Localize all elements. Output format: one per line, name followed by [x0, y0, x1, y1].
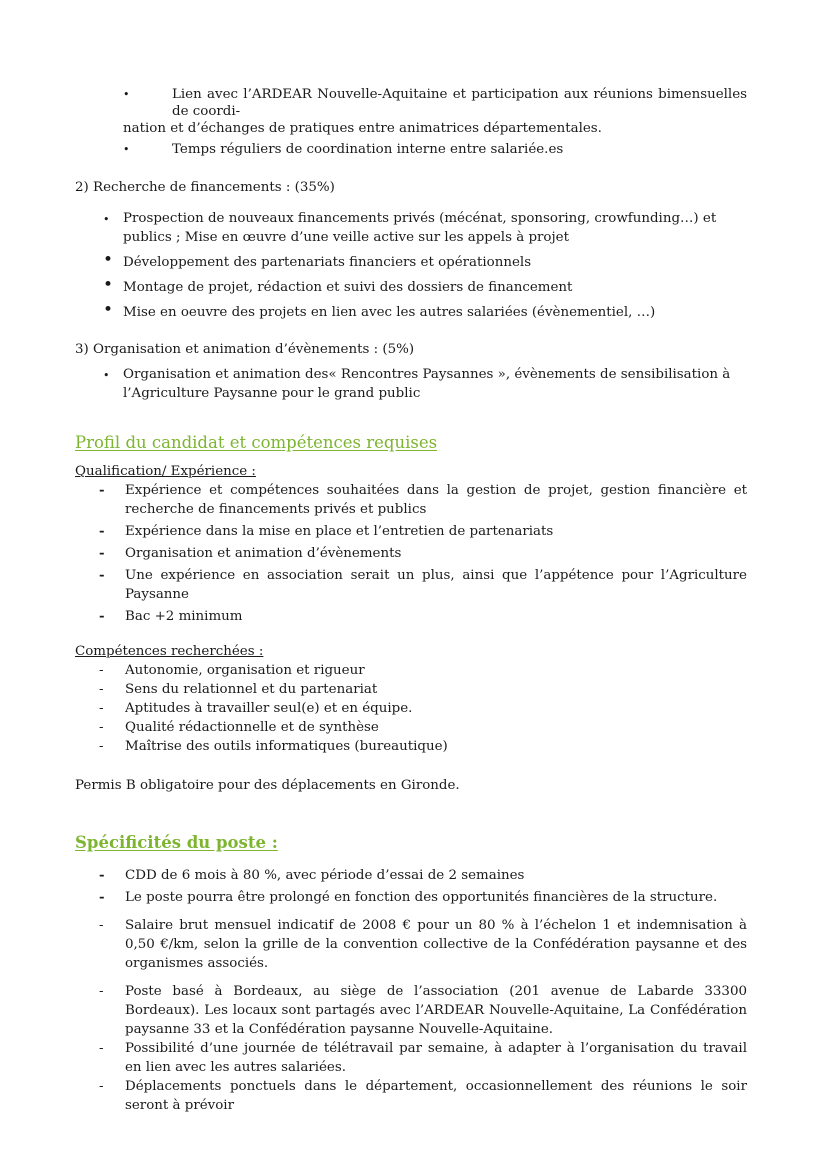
permis-text: Permis B obligatoire pour des déplacements en Gironde. — [75, 778, 460, 793]
dash-icon: - — [99, 567, 105, 583]
dash-icon: - — [99, 1079, 104, 1094]
top-bullet-list-2 — [75, 141, 747, 158]
dash-icon: - — [99, 867, 105, 883]
list-item: • Développement des partenariats financiers et opérationnels — [103, 250, 532, 270]
list-item: - Une expérience en association serait un plus, ainsi que l’appétence pour l’Agriculture Paysanne — [99, 567, 747, 602]
list-item: - Déplacements ponctuels dans le département, occasionnellement des réunions le soir seront à prévoir — [99, 1079, 747, 1113]
dash-icon: - — [99, 701, 104, 716]
list-item: - Expérience dans la mise en place et l’entretien de partenariats — [99, 523, 554, 539]
dash-icon: - — [99, 739, 104, 754]
evenements-list — [75, 365, 747, 403]
bullet-icon: • — [103, 213, 110, 226]
document-page — [75, 86, 747, 1115]
profil-heading: Profil du candidat et compétences requises — [75, 433, 438, 452]
bullet-icon: • — [103, 300, 114, 320]
bullet-icon: • — [103, 250, 114, 270]
competences-label: Compétences recherchées : — [75, 644, 264, 659]
bullet-icon: • — [103, 369, 110, 382]
dash-icon: - — [99, 1041, 104, 1056]
list-item: • Organisation et animation des« Rencontres Paysannes », évènements de sensibilisation à l’Agriculture Paysanne pour le grand public — [103, 367, 731, 401]
competences-list — [75, 661, 747, 756]
section-title-evenements: 3) Organisation et animation d’évènements : (5%) — [75, 342, 415, 357]
list-item: - Expérience et compétences souhaitées dans la gestion de projet, gestion financière et recherche de financements privés et publics — [99, 482, 747, 517]
bullet-icon: • — [103, 275, 114, 295]
dash-icon: - — [99, 918, 104, 933]
dash-icon: - — [99, 720, 104, 735]
list-item: - Qualité rédactionnelle et de synthèse — [99, 720, 379, 735]
dash-icon: - — [99, 984, 104, 999]
specificites-list — [75, 866, 747, 1115]
list-item: • Prospection de nouveaux financements privés (mécénat, sponsoring, crowfunding…) et publics ; Mise en œuvre d’une veille active sur les appels à projet — [103, 211, 717, 245]
list-item-continuation: nation et d’échanges de pratiques entre animatrices départementales. — [123, 121, 602, 136]
list-item: - Autonomie, organisation et rigueur — [99, 663, 365, 678]
list-item: - Sens du relationnel et du partenariat — [99, 682, 378, 697]
dash-icon: - — [99, 663, 104, 678]
list-item: - Organisation et animation d’évènements — [99, 545, 402, 561]
dash-icon: - — [99, 482, 105, 498]
list-item: • Montage de projet, rédaction et suivi des dossiers de financement — [103, 275, 573, 295]
qualification-list — [75, 481, 747, 626]
list-item: - Aptitudes à travailler seul(e) et en équipe. — [99, 701, 413, 716]
dash-icon: - — [99, 545, 105, 561]
dash-icon: - — [99, 889, 105, 905]
dash-icon: - — [99, 682, 104, 697]
list-item: - Bac +2 minimum — [99, 608, 243, 624]
specificites-heading: Spécificités du poste : — [75, 833, 278, 852]
list-item: • Lien avec l’ARDEAR Nouvelle-Aquitaine et participation aux réunions bimensuelles de coordi- — [123, 87, 747, 119]
dash-icon: - — [99, 608, 105, 624]
list-item: - Possibilité d’une journée de télétravail par semaine, à adapter à l’organisation du travail en lien avec les autres salariées. — [99, 1041, 747, 1075]
bullet-icon: • — [123, 88, 130, 101]
dash-icon: - — [99, 523, 105, 539]
list-item: - Salaire brut mensuel indicatif de 2008 € pour un 80 % à l’échelon 1 et indemnisation à 0,50 €/km, selon la grille de la convention collective de la Confédération paysanne et des organismes associés. — [99, 918, 747, 971]
section-title-financements: 2) Recherche de financements : (35%) — [75, 180, 335, 195]
financements-list — [75, 209, 747, 322]
qualification-label: Qualification/ Expérience : — [75, 464, 256, 479]
list-item: • Temps réguliers de coordination interne entre salariée.es — [123, 142, 564, 157]
list-item: - Poste basé à Bordeaux, au siège de l’association (201 avenue de Labarde 33300 Bordeaux). Les locaux sont partagés avec l’ARDEAR Nouvelle-Aquitaine, La Confédération paysanne 33 et la Confédération paysanne Nouvelle-Aquitaine. — [99, 984, 747, 1037]
list-item: - Le poste pourra être prolongé en fonction des opportunités financières de la structure. — [99, 889, 718, 905]
list-item: - Maîtrise des outils informatiques (bureautique) — [99, 739, 448, 754]
list-item: - CDD de 6 mois à 80 %, avec période d’essai de 2 semaines — [99, 867, 525, 883]
top-bullet-list — [75, 86, 747, 120]
bullet-icon: • — [123, 143, 130, 156]
list-item: • Mise en oeuvre des projets en lien avec les autres salariées (évènementiel, …) — [103, 300, 656, 320]
